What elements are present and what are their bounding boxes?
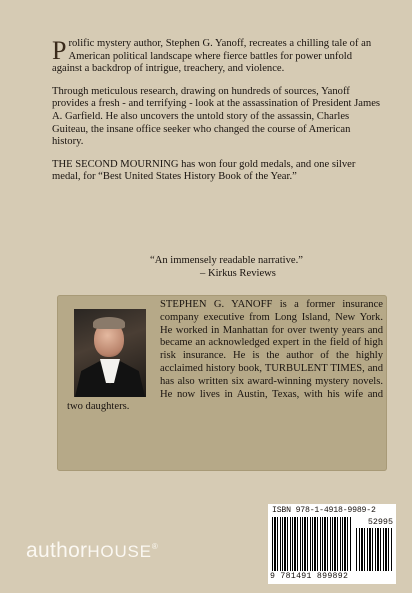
price-barcode-bars xyxy=(356,528,392,571)
description-paragraph-3: THE SECOND MOURNING has won four gold medals, and one silver medal, for “Best United States History Book of the Year.” xyxy=(52,158,356,183)
publisher-name-part2: HOUSE xyxy=(87,542,152,561)
quote-attribution: – Kirkus Reviews xyxy=(200,268,276,279)
description-paragraph-1-text: rolific mystery author, Stephen G. Yanoff, recreates a chilling tale of an American political landscape where fierce battles for power unfold against a backdrop of intrigue, treachery, and violence. xyxy=(52,38,372,75)
barcode-digits: 9 781491 899892 xyxy=(270,572,349,581)
isbn-barcode xyxy=(268,504,396,584)
isbn-text: ISBN 978-1-4918-9989-2 xyxy=(272,506,376,515)
price-code: 52995 xyxy=(367,517,393,527)
publisher-logo xyxy=(26,539,158,563)
description-paragraph-1 xyxy=(52,38,382,76)
registered-mark: ® xyxy=(151,542,159,551)
author-bio xyxy=(67,299,383,414)
description-paragraph-2: Through meticulous research, drawing on hundreds of sources, Yanoff provides a fresh - and terrifying - look at the assassination of President James A. Garfield. He also uncovers the untold story of the assassin, Charles Guiteau, the insane office seeker who changed the course of American history. xyxy=(52,85,381,148)
publisher-name-part1: author xyxy=(26,539,88,562)
drop-cap: P xyxy=(52,36,67,65)
author-bio-text: STEPHEN G. YANOFF is a former insurance company executive from Long Island, New York. He worked in Manhattan for over twenty years and became an acknowledged expert in the field of high risk insurance. He is the author of the highly acclaimed history book, TURBULENT TIMES, and has also written six award-winning mystery novels. He now lives in Austin, Texas, with his wife and two daughters. xyxy=(67,299,383,413)
book-description xyxy=(52,38,382,194)
quote-text: “An immensely readable narrative.” xyxy=(150,255,303,266)
barcode-bars xyxy=(272,517,352,571)
author-bio-box xyxy=(57,295,387,471)
review-quote xyxy=(150,254,380,280)
